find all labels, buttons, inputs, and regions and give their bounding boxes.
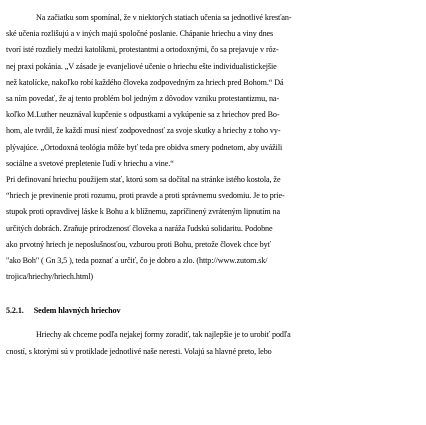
paragraph-3-line: cností, s ktorými sú v protiklade jednotlivé naše neresti. Volajú sa hlavné preto, lebo [6, 346, 272, 356]
paragraph-3-line: Hriechy ak chceme podľa nejakej formy zoradiť, tak najlepšie je to urobiť podľa [36, 330, 291, 340]
paragraph-1-line: tvorí isté rozdiely medzi katolíkmi, protestantmi a ortodoxnými, čo sa prejavuje v róz- [6, 45, 279, 55]
paragraph-2-line: určitých dobrách. Zraňuje prirodzenosť človeka a naráža ľudskú solidaritu. Podobne [6, 223, 273, 233]
paragraph-1-line: ské učenia rozlišujú a v iných majú spoločné poslanie. Chápanie hriechu a viny dnes [6, 29, 274, 39]
paragraph-2-line: Pri definovaní hriechu použijem stať, ktorú som sa dočítal na stránke istého kostola, že [6, 175, 281, 184]
section-number: 5.2.1. [6, 306, 24, 316]
paragraph-1-line: sociálne a svetové prepletenie ľudí v hriechu a vine.“ [6, 158, 174, 168]
paragraph-1-line: sa ním povedať, že aj tento problém bol jedným z dôvodov vzniku protestantizmu, na- [6, 94, 280, 103]
paragraph-1-line: koľko M.Luther neuznával kupčenie s odpustkami a vykúpenie sa z hriechov pred Bo- [6, 110, 280, 120]
paragraph-2-line: "ako Boh" ( Gn 3,5 ), teda poznať a určiť, čo je dobro a zlo. (http://www.zutom.sk/ [6, 256, 268, 265]
section-heading [6, 306, 120, 316]
paragraph-1-line: plývajúce. „Ortodoxná teológia môže byť teda pre obidva smery podnetom, aby uvážili [6, 142, 283, 152]
paragraph-2-line: trojica/hriechy/hriech.html) [6, 272, 93, 282]
paragraph-1-line: Na začiatku som spomínal, že v niektorých statiach učenia sa jednotlivé kresťan- [36, 13, 292, 22]
paragraph-2-line: stupok proti opravdivej láske k Bohu a k blížnemu, zapríčinený zvráteným lipnutím na [6, 207, 281, 217]
paragraph-2-line: ako prvotný hriech je neposlušnosťou, vzburou proti Bohu, pretože človek chce byť [6, 239, 271, 249]
paragraph-1-line: než katolícke, nakoľko robí každého človeka zodpovedným za hriech pred Bohom.“ Dá [6, 77, 284, 87]
paragraph-1-line: nej praxi pokánia. „V zásade je evanjeliové učenie o hriechu ešte individualistickejšie [6, 61, 277, 71]
paragraph-1-line: hom, ale tvrdil, že každí musí niesť zodpovednosť za svoje skutky a hriechy z toho vy- [6, 126, 281, 136]
paragraph-2-line: “hriech je previnenie proti rozumu, proti pravde a proti správnemu svedomiu. Je to prie- [6, 191, 285, 201]
section-title: Sedem hlavných hriechov [33, 306, 121, 316]
